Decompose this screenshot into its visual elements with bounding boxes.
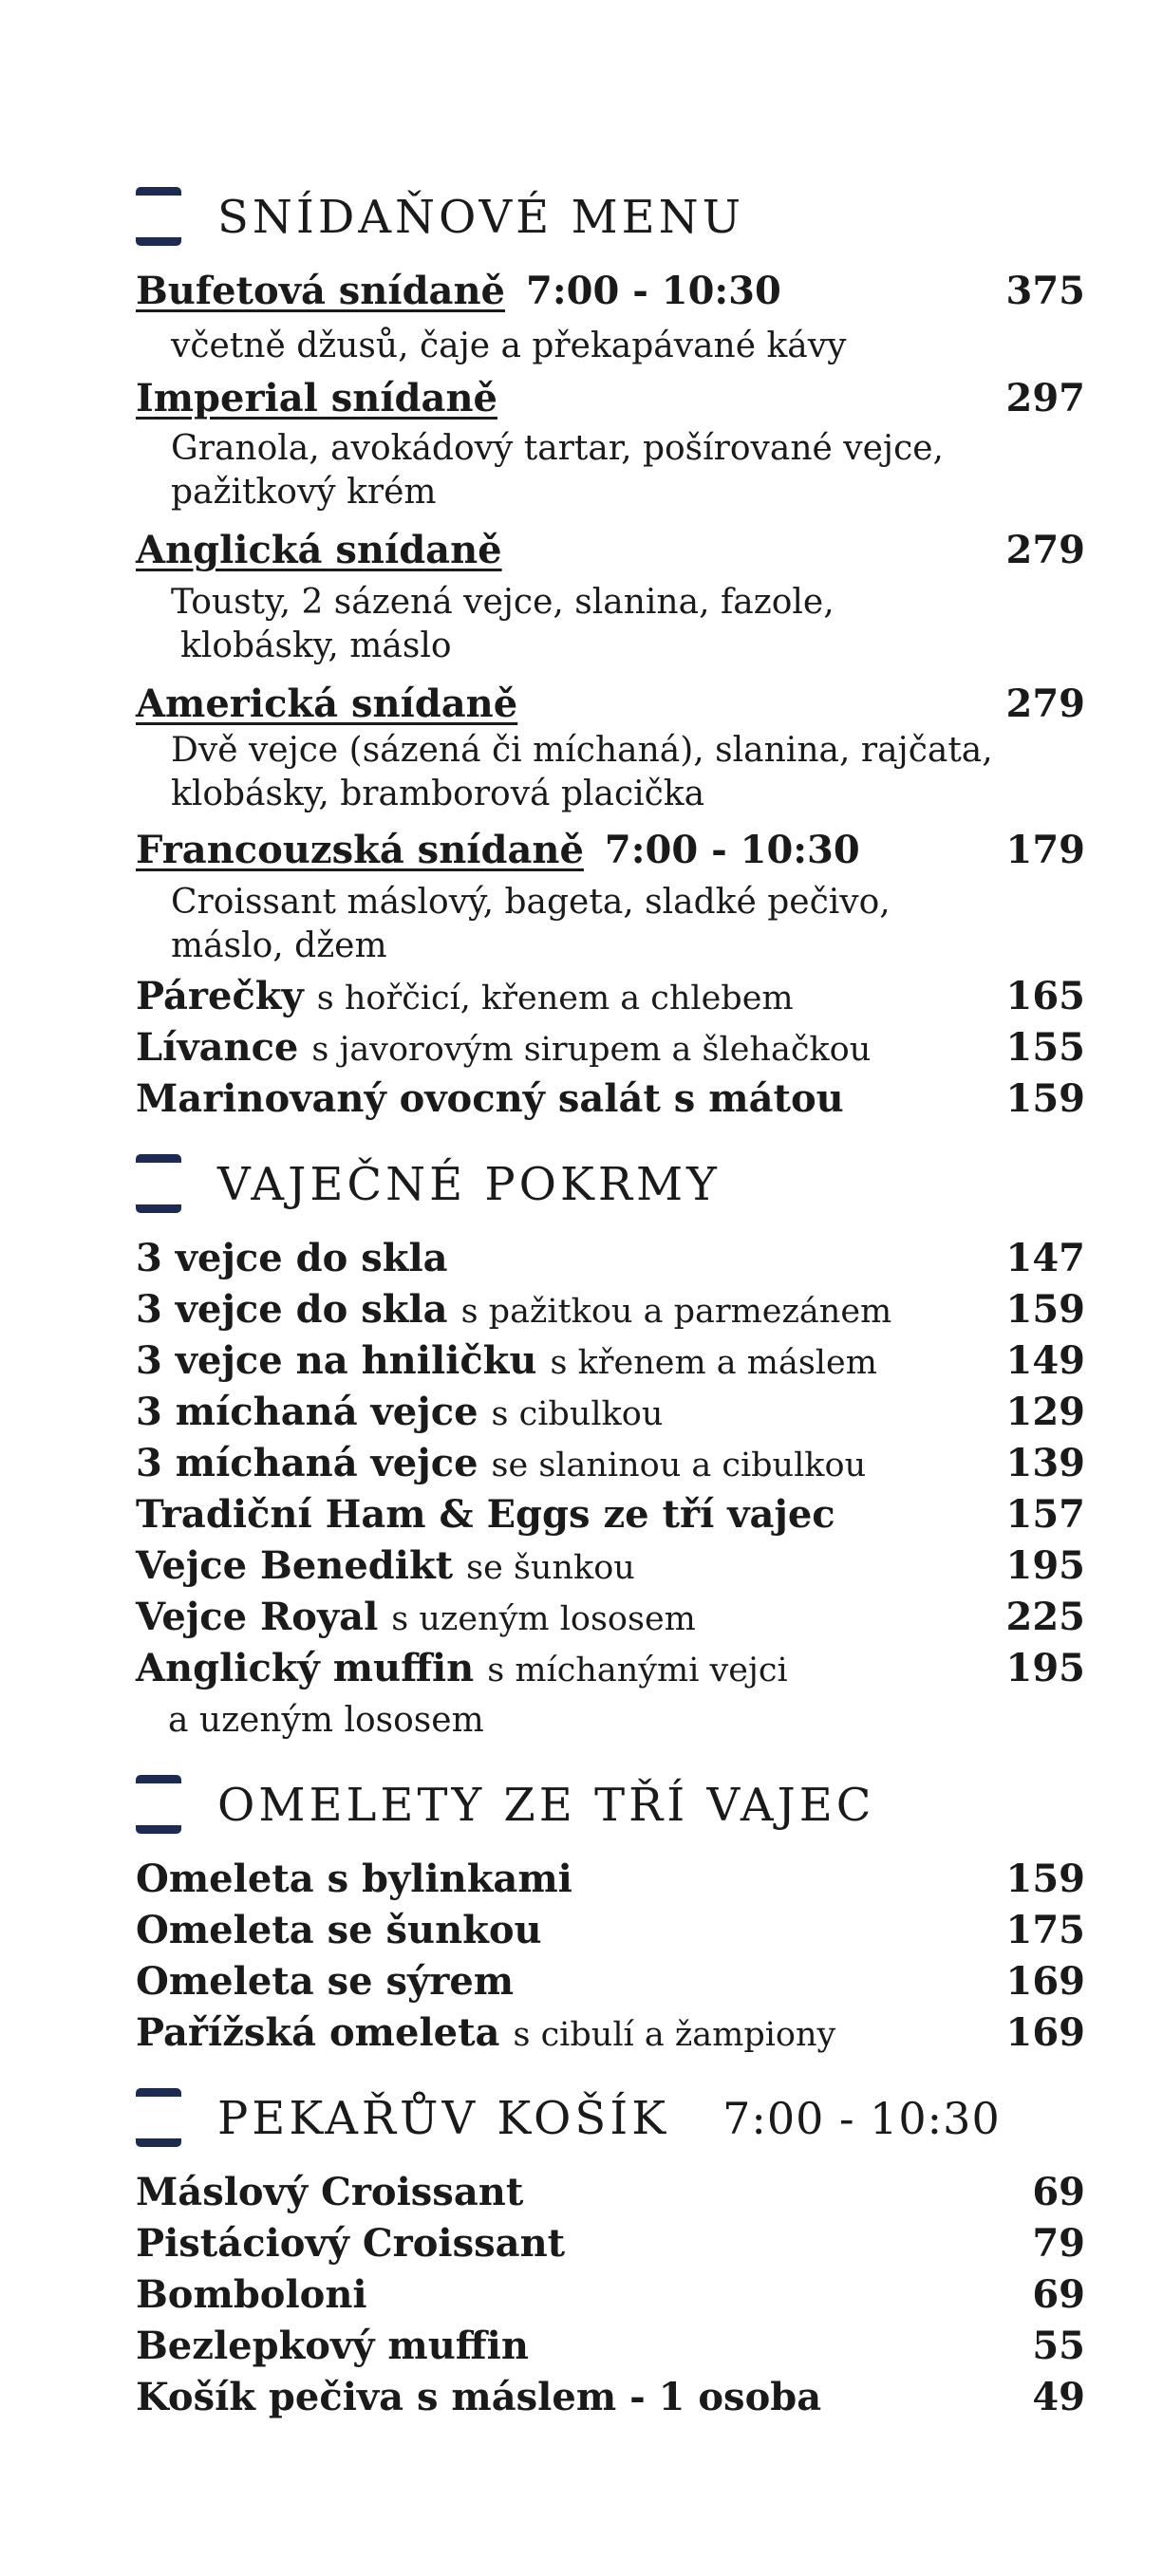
menu-item [136,1287,1085,1333]
item-extra: s cibulí a žampiony [513,2016,836,2054]
item-name: Omeleta se sýrem [136,1959,515,2004]
item-price: 279 [1005,681,1085,726]
item-description: a uzeným lososem [168,1701,484,1740]
item-price: 297 [1005,376,1085,420]
item-price: 129 [1005,1390,1085,1434]
item-name: Pistáciový Croissant [136,2221,566,2266]
menu-item [136,1236,1085,1281]
section-title: SNÍDAŇOVÉ MENU [217,191,745,244]
item-name: Bomboloni [136,2272,367,2317]
menu-item [136,1857,1085,1902]
item-price: 375 [1005,269,1085,313]
section-bracket-icon [136,187,181,246]
menu-item [136,1543,1085,1589]
item-name: Imperial snídaně [136,376,497,420]
item-description: klobásky, máslo [180,626,452,665]
section-bracket-icon [136,1775,181,1834]
item-name: Anglický muffin [136,1646,475,1690]
menu-item [136,974,1085,1019]
item-price: 49 [1032,2375,1085,2419]
section-title [217,2092,1001,2145]
section-title: VAJEČNÉ POKRMY [217,1158,721,1211]
item-description: klobásky, bramborová placička [171,775,705,813]
item-name: Košík pečiva s máslem - 1 osoba [136,2375,822,2419]
item-extra: s uzeným lososem [391,1600,696,1638]
item-description: včetně džusů, čaje a překapávané kávy [171,327,847,365]
section-bracket-icon [136,1154,181,1213]
item-price: 279 [1005,528,1085,572]
item-price: 195 [1005,1543,1085,1588]
item-price: 159 [1005,1076,1085,1121]
item-price: 69 [1032,2272,1085,2317]
item-price: 149 [1005,1338,1085,1383]
menu-item [136,1959,1085,2005]
menu-item [136,1390,1085,1435]
item-name: Anglická snídaně [136,528,502,572]
menu-item [136,2221,1085,2267]
menu-item [136,2010,1085,2056]
item-description: pažitkový krém [171,473,437,512]
item-name: 3 vejce na hniličku [136,1338,537,1383]
item-name: Francouzská snídaně [136,828,584,872]
menu-item [136,1492,1085,1538]
item-name: Americká snídaně [136,681,518,726]
menu-item [136,1076,1085,1122]
item-price: 157 [1005,1492,1085,1537]
item-name: Tradiční Ham & Eggs ze tří vajec [136,1492,835,1537]
item-extra: s pažitkou a parmezánem [460,1293,892,1331]
item-name: Vejce Benedikt [136,1543,454,1588]
menu-item [136,2272,1085,2318]
item-description: Dvě vejce (sázená či míchaná), slanina, rajčata, [171,731,993,770]
item-name: Omeleta s bylinkami [136,1857,572,1901]
menu-item [136,681,1085,727]
menu-item [136,1646,1085,1691]
item-name: 3 míchaná vejce [136,1441,478,1485]
item-name: 3 vejce do skla [136,1287,448,1332]
item-extra: s hořčicí, křenem a chlebem [316,980,794,1017]
item-description: Croissant máslový, bageta, sladké pečivo, [171,883,891,922]
menu-item [136,2375,1085,2420]
menu-item [136,1441,1085,1486]
item-price: 69 [1032,2170,1085,2214]
item-extra: s javorovým sirupem a šlehačkou [311,1031,872,1069]
item-price: 159 [1005,1287,1085,1332]
item-name: Bezlepkový muffin [136,2324,529,2368]
item-name: Vejce Royal [136,1595,379,1639]
item-price: 55 [1032,2324,1085,2368]
item-extra: se šunkou [466,1549,635,1587]
item-price: 159 [1005,1857,1085,1901]
item-name: Marinovaný ovocný salát s mátou [136,1076,844,1121]
section-title-text: PEKAŘŮV KOŠÍK [217,2092,670,2145]
item-name: 3 vejce do skla [136,1236,448,1280]
item-name: Máslový Croissant [136,2170,524,2214]
item-description: máslo, džem [171,926,387,965]
item-name: Párečky [136,974,304,1018]
menu-item [136,376,1085,421]
item-extra: s křenem a máslem [550,1344,877,1382]
item-name: Pařížská omeleta [136,2010,500,2055]
menu-item [136,528,1085,573]
menu-item [136,1595,1085,1640]
item-time: 7:00 - 10:30 [604,828,860,872]
item-extra: s cibulkou [491,1395,664,1433]
item-price: 155 [1005,1025,1085,1070]
item-price: 175 [1005,1908,1085,1952]
menu-item [136,2324,1085,2369]
menu-item [136,828,1085,873]
menu-item [136,1338,1085,1384]
item-extra: se slaninou a cibulkou [491,1447,867,1484]
item-extra: s míchanými vejci [487,1652,788,1689]
menu-item [136,2170,1085,2215]
item-name: Lívance [136,1025,299,1070]
menu-item [136,1025,1085,1071]
menu-item [136,1908,1085,1953]
item-price: 169 [1005,2010,1085,2055]
item-time: 7:00 - 10:30 [526,269,781,313]
item-price: 147 [1005,1236,1085,1280]
item-description: Tousty, 2 sázená vejce, slanina, fazole, [171,583,835,622]
item-price: 139 [1005,1441,1085,1485]
item-name: Bufetová snídaně [136,269,506,313]
item-name: Omeleta se šunkou [136,1908,542,1952]
item-description: Granola, avokádový tartar, pošírované vejce, [171,429,944,468]
section-title: OMELETY ZE TŘÍ VAJEC [217,1779,875,1832]
item-price: 195 [1005,1646,1085,1690]
item-price: 179 [1005,828,1085,872]
section-bracket-icon [136,2088,181,2147]
menu-item [136,269,1085,314]
item-price: 225 [1005,1595,1085,1639]
item-name: 3 míchaná vejce [136,1390,478,1434]
item-price: 79 [1032,2221,1085,2266]
item-price: 169 [1005,1959,1085,2004]
section-time: 7:00 - 10:30 [722,2093,1001,2144]
item-price: 165 [1005,974,1085,1018]
